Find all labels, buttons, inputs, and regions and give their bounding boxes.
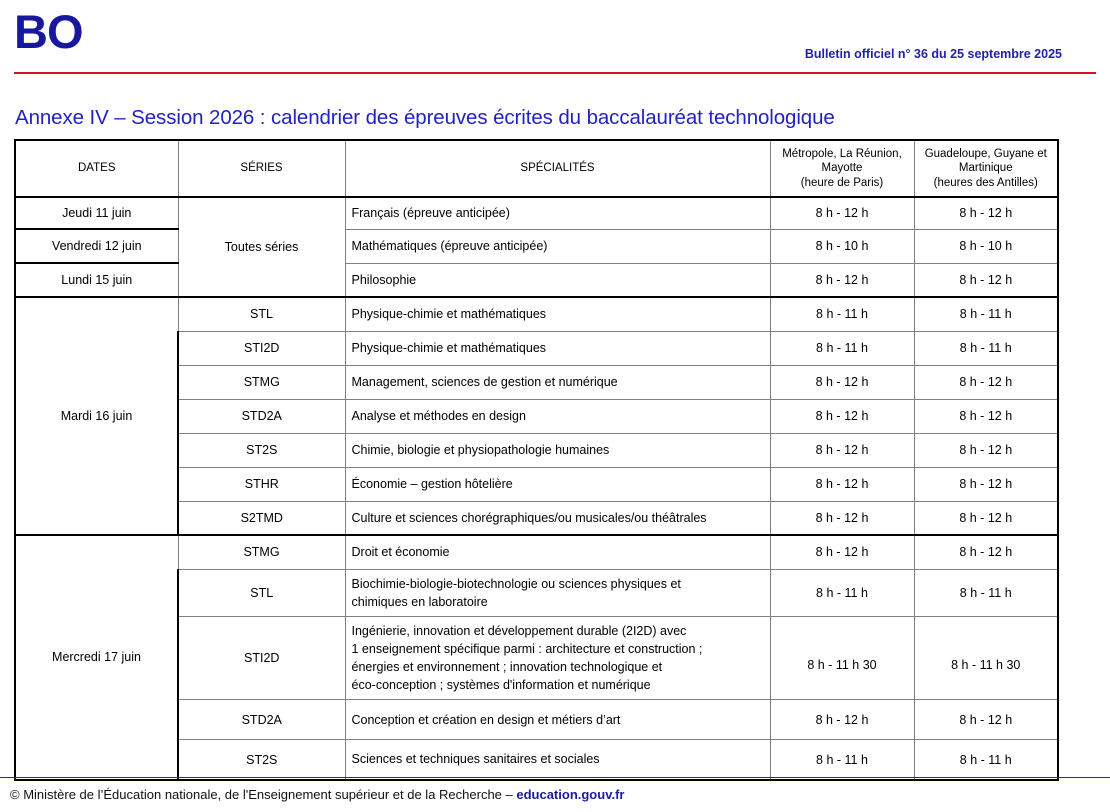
- cell-time-antilles: 8 h - 12 h: [914, 263, 1058, 297]
- cell-date: Lundi 15 juin: [15, 263, 178, 297]
- cell-specialite: Économie – gestion hôtelière: [345, 467, 770, 501]
- cell-time-antilles: 8 h - 10 h: [914, 229, 1058, 263]
- cell-specialite: Mathématiques (épreuve anticipée): [345, 229, 770, 263]
- specialite-line: 1 enseignement spécifique parmi : architecture et construction ;: [351, 641, 703, 656]
- cell-time-antilles: 8 h - 11 h: [914, 740, 1058, 780]
- footer-copyright: [10, 787, 624, 802]
- column-header-dates: DATES: [15, 140, 178, 197]
- cell-time-metropole: 8 h - 12 h: [770, 433, 914, 467]
- cell-time-antilles: 8 h - 12 h: [914, 399, 1058, 433]
- cell-time-antilles: 8 h - 12 h: [914, 467, 1058, 501]
- specialite-line: chimiques en laboratoire: [351, 594, 488, 609]
- column-header-antilles-main: Guadeloupe, Guyane et Martinique: [924, 148, 1047, 175]
- footer-divider: [0, 777, 1110, 779]
- footer-copyright-text: © Ministère de l’Éducation nationale, de l'Enseignement supérieur et de la Recherche –: [10, 787, 517, 802]
- cell-time-metropole: 8 h - 12 h: [770, 535, 914, 569]
- cell-time-antilles: 8 h - 11 h: [914, 331, 1058, 365]
- cell-specialite: [345, 616, 770, 700]
- cell-time-antilles: 8 h - 12 h: [914, 365, 1058, 399]
- cell-specialite: Management, sciences de gestion et numérique: [345, 365, 770, 399]
- cell-time-metropole: 8 h - 11 h: [770, 569, 914, 616]
- cell-specialite: Conception et création en design et métiers d’art: [345, 700, 770, 740]
- page-title: Annexe IV – Session 2026 : calendrier des épreuves écrites du baccalauréat technologique: [15, 106, 835, 129]
- cell-date: Jeudi 11 juin: [15, 197, 178, 229]
- bo-logo: BO: [14, 5, 83, 58]
- cell-time-antilles: 8 h - 11 h: [914, 297, 1058, 331]
- cell-time-metropole: 8 h - 11 h: [770, 740, 914, 780]
- table-row: [15, 197, 1058, 229]
- cell-serie: STL: [178, 297, 345, 331]
- cell-time-antilles: 8 h - 11 h: [914, 569, 1058, 616]
- cell-specialite: Analyse et méthodes en design: [345, 399, 770, 433]
- cell-specialite: Philosophie: [345, 263, 770, 297]
- table-row: [15, 263, 1058, 297]
- cell-serie: STHR: [178, 467, 345, 501]
- exam-calendar-table-wrapper: [14, 139, 1057, 781]
- cell-time-antilles: 8 h - 11 h 30: [914, 616, 1058, 700]
- column-header-metropole-sub: (heure de Paris): [800, 176, 884, 189]
- cell-time-metropole: 8 h - 11 h 30: [770, 616, 914, 700]
- cell-specialite: Français (épreuve anticipée): [345, 197, 770, 229]
- exam-calendar-table: [14, 139, 1059, 781]
- cell-time-metropole: 8 h - 11 h: [770, 297, 914, 331]
- header-divider: [14, 72, 1096, 74]
- column-header-antilles: [914, 140, 1058, 197]
- table-row: [15, 297, 1058, 331]
- specialite-line: énergies et environnement ; innovation technologique et: [351, 660, 663, 674]
- specialite-line: Ingénierie, innovation et développement durable (2I2D) avec: [351, 623, 687, 638]
- cell-date: Vendredi 12 juin: [15, 229, 178, 263]
- cell-serie: ST2S: [178, 433, 345, 467]
- cell-date: Mercredi 17 juin: [15, 535, 178, 780]
- table-row: [15, 229, 1058, 263]
- column-header-metropole-main: Métropole, La Réunion, Mayotte: [782, 148, 902, 175]
- cell-specialite: Physique-chimie et mathématiques: [345, 297, 770, 331]
- table-row: [15, 535, 1058, 569]
- footer-site-link[interactable]: education.gouv.fr: [516, 787, 625, 802]
- cell-time-metropole: 8 h - 11 h: [770, 331, 914, 365]
- cell-specialite: Chimie, biologie et physiopathologie humaines: [345, 433, 770, 467]
- cell-time-metropole: 8 h - 12 h: [770, 501, 914, 535]
- cell-time-antilles: 8 h - 12 h: [914, 433, 1058, 467]
- cell-time-metropole: 8 h - 12 h: [770, 365, 914, 399]
- column-header-metropole: [770, 140, 914, 197]
- cell-serie: STI2D: [178, 331, 345, 365]
- bulletin-reference: Bulletin officiel n° 36 du 25 septembre 2025: [804, 47, 1062, 61]
- column-header-series: SÉRIES: [178, 140, 345, 197]
- cell-serie: Toutes séries: [178, 197, 345, 297]
- cell-serie: STI2D: [178, 616, 345, 700]
- page-header: [0, 0, 1110, 76]
- cell-serie: STL: [178, 569, 345, 616]
- cell-serie: STD2A: [178, 399, 345, 433]
- cell-specialite: Sciences et techniques sanitaires et sociales: [345, 740, 770, 780]
- cell-date: Mardi 16 juin: [15, 297, 178, 535]
- cell-specialite: Culture et sciences chorégraphiques/ou musicales/ou théâtrales: [345, 501, 770, 535]
- cell-time-antilles: 8 h - 12 h: [914, 700, 1058, 740]
- cell-time-metropole: 8 h - 12 h: [770, 467, 914, 501]
- column-header-antilles-sub: (heures des Antilles): [933, 176, 1038, 189]
- cell-time-metropole: 8 h - 12 h: [770, 399, 914, 433]
- cell-time-metropole: 8 h - 12 h: [770, 263, 914, 297]
- cell-specialite: [345, 569, 770, 616]
- cell-serie: STMG: [178, 365, 345, 399]
- cell-time-metropole: 8 h - 12 h: [770, 700, 914, 740]
- cell-serie: STMG: [178, 535, 345, 569]
- specialite-line: éco-conception ; systèmes d'information et numérique: [351, 678, 651, 693]
- cell-specialite: Physique-chimie et mathématiques: [345, 331, 770, 365]
- specialite-line: Biochimie-biologie-biotechnologie ou sciences physiques et: [351, 576, 681, 591]
- cell-serie: ST2S: [178, 740, 345, 780]
- cell-specialite: Droit et économie: [345, 535, 770, 569]
- cell-serie: STD2A: [178, 700, 345, 740]
- cell-time-metropole: 8 h - 10 h: [770, 229, 914, 263]
- cell-time-antilles: 8 h - 12 h: [914, 501, 1058, 535]
- cell-time-antilles: 8 h - 12 h: [914, 197, 1058, 229]
- cell-serie: S2TMD: [178, 501, 345, 535]
- cell-time-antilles: 8 h - 12 h: [914, 535, 1058, 569]
- column-header-specialites: SPÉCIALITÉS: [345, 140, 770, 197]
- cell-time-metropole: 8 h - 12 h: [770, 197, 914, 229]
- table-header-row: [15, 140, 1058, 197]
